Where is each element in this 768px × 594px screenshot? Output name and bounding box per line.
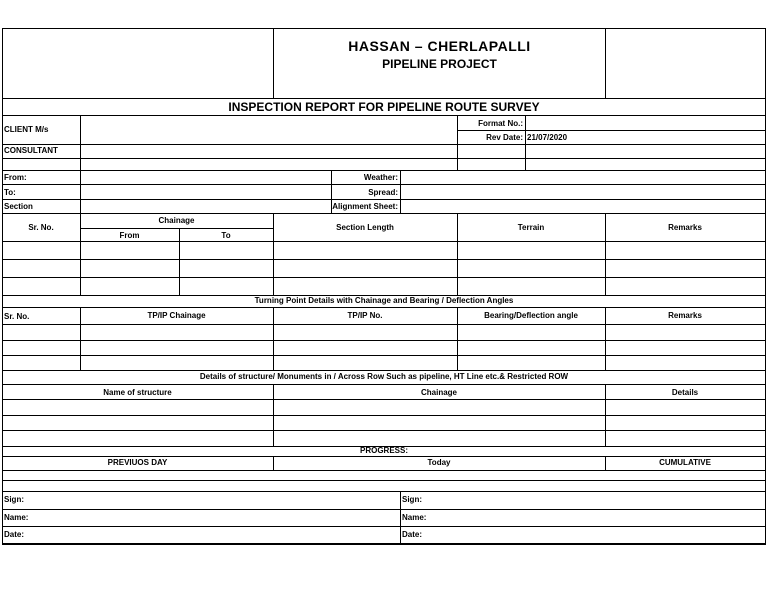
bearing-header: Bearing/Deflection angle: [484, 311, 578, 320]
company-title: HASSAN – CHERLAPALLI: [348, 38, 531, 54]
structure-details-header: Details: [671, 388, 699, 397]
format-no-label: Format No.:: [478, 119, 523, 128]
client-label: CLIENT M/s: [4, 125, 49, 134]
structure-name-header: Name of structure: [103, 388, 172, 397]
chainage-from-header: From: [119, 231, 140, 240]
alignment-sheet-label: Alignment Sheet:: [332, 202, 398, 211]
border-top: [2, 28, 766, 29]
border-bottom: [2, 543, 766, 545]
structure-chainage-header: Chainage: [420, 388, 457, 397]
previous-day-header: PREVIUOS DAY: [107, 458, 168, 467]
tp-remarks-header: Remarks: [668, 311, 702, 320]
to-label: To:: [4, 188, 16, 197]
tp-sr-no-header: Sr. No.: [4, 312, 30, 321]
sr-no-header: Sr. No.: [28, 223, 54, 232]
tp-ip-no-header: TP/IP No.: [347, 311, 383, 320]
spread-label: Spread:: [368, 188, 398, 197]
project-title: PIPELINE PROJECT: [382, 57, 497, 71]
cumulative-header: CUMULATIVE: [659, 458, 711, 467]
section-length-header: Section Length: [336, 223, 394, 232]
remarks-header: Remarks: [668, 223, 702, 232]
terrain-header: Terrain: [517, 223, 545, 232]
chainage-header: Chainage: [158, 216, 195, 225]
structures-heading: Details of structure/ Monuments in / Across Row Such as pipeline, HT Line etc.& Restricted ROW: [199, 372, 569, 381]
consultant-label: CONSULTANT: [4, 146, 58, 155]
section-label: Section: [4, 202, 33, 211]
today-header: Today: [427, 458, 451, 467]
inspection-report-form: [2, 28, 766, 544]
weather-label: Weather:: [363, 173, 398, 182]
left-name-label: Name:: [4, 513, 29, 522]
report-title: INSPECTION REPORT FOR PIPELINE ROUTE SURVEY: [228, 100, 540, 114]
right-sign-label: Sign:: [402, 495, 422, 504]
right-date-label: Date:: [402, 530, 423, 539]
rev-date-label: Rev Date:: [486, 133, 523, 142]
turning-point-heading: Turning Point Details with Chainage and Bearing / Deflection Angles: [254, 296, 514, 305]
tp-ip-chainage-header: TP/IP Chainage: [147, 311, 206, 320]
right-name-label: Name:: [402, 513, 427, 522]
left-sign-label: Sign:: [4, 495, 24, 504]
chainage-to-header: To: [221, 231, 231, 240]
from-label: From:: [4, 173, 27, 182]
progress-heading: PROGRESS:: [359, 446, 408, 455]
rev-date-value: 21/07/2020: [527, 133, 568, 142]
left-date-label: Date:: [4, 530, 25, 539]
